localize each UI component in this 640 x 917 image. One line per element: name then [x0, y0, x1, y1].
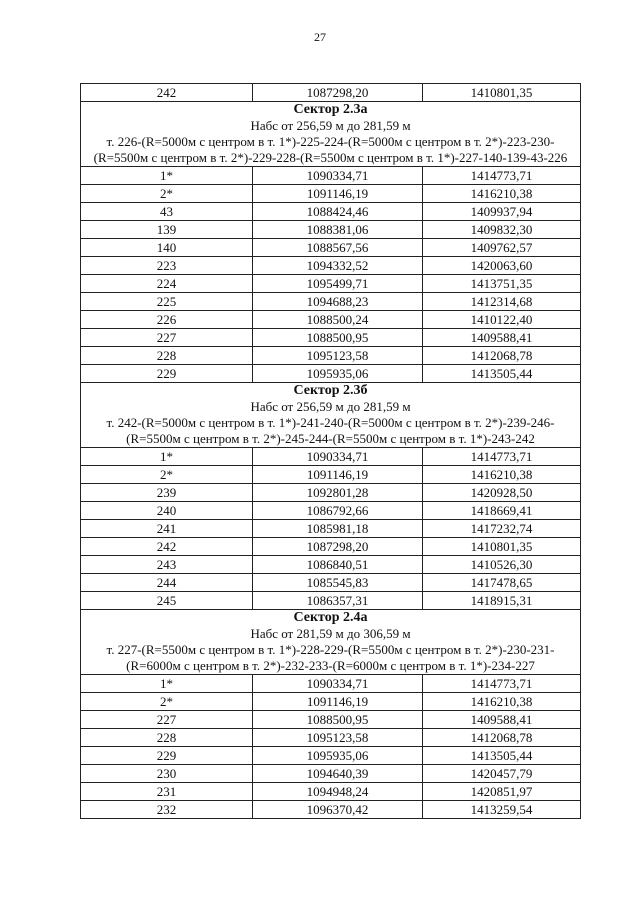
table-row	[81, 311, 581, 329]
x-coordinate-cell: 1088500,95	[253, 329, 423, 347]
x-coordinate-cell: 1088381,06	[253, 221, 423, 239]
table-row	[81, 675, 581, 693]
x-coordinate-cell: 1088500,24	[253, 311, 423, 329]
y-coordinate-cell: 1418669,41	[423, 502, 581, 520]
x-coordinate-cell: 1090334,71	[253, 167, 423, 185]
table-row	[81, 365, 581, 383]
sector-title: Сектор 2.4а	[293, 610, 368, 625]
sector-header-cell	[81, 102, 581, 167]
y-coordinate-cell: 1413259,54	[423, 801, 581, 819]
table-row	[81, 466, 581, 484]
point-number-cell: 139	[81, 221, 253, 239]
point-number-cell: 2*	[81, 185, 253, 203]
table-row	[81, 502, 581, 520]
table-row	[81, 275, 581, 293]
x-coordinate-cell: 1095499,71	[253, 275, 423, 293]
y-coordinate-cell: 1409937,94	[423, 203, 581, 221]
y-coordinate-cell: 1410526,30	[423, 556, 581, 574]
y-coordinate-cell: 1409762,57	[423, 239, 581, 257]
sector-header-cell	[81, 383, 581, 448]
y-coordinate-cell: 1409588,41	[423, 329, 581, 347]
table-row	[81, 538, 581, 556]
x-coordinate-cell: 1086840,51	[253, 556, 423, 574]
y-coordinate-cell: 1414773,71	[423, 167, 581, 185]
x-coordinate-cell: 1088424,46	[253, 203, 423, 221]
y-coordinate-cell: 1413751,35	[423, 275, 581, 293]
x-coordinate-cell: 1090334,71	[253, 675, 423, 693]
point-number-cell: 228	[81, 347, 253, 365]
y-coordinate-cell: 1413505,44	[423, 365, 581, 383]
y-coordinate-cell: 1412314,68	[423, 293, 581, 311]
point-number-cell: 224	[81, 275, 253, 293]
x-coordinate-cell: 1086792,66	[253, 502, 423, 520]
page-number: 27	[314, 30, 326, 44]
y-coordinate-cell: 1416210,38	[423, 466, 581, 484]
sector-height: Набс от 256,59 м до 281,59 м	[250, 399, 411, 414]
table-row	[81, 167, 581, 185]
x-coordinate-cell: 1095935,06	[253, 747, 423, 765]
x-coordinate-cell: 1085545,83	[253, 574, 423, 592]
coordinates-table-body	[81, 84, 581, 819]
y-coordinate-cell: 1417232,74	[423, 520, 581, 538]
point-number-cell: 242	[81, 538, 253, 556]
x-coordinate-cell: 1094640,39	[253, 765, 423, 783]
point-number-cell: 43	[81, 203, 253, 221]
point-number-cell: 231	[81, 783, 253, 801]
point-number-cell: 227	[81, 711, 253, 729]
point-number-cell: 1*	[81, 167, 253, 185]
x-coordinate-cell: 1095935,06	[253, 365, 423, 383]
y-coordinate-cell: 1412068,78	[423, 347, 581, 365]
sector-title: Сектор 2.3а	[293, 102, 368, 117]
y-coordinate-cell: 1413505,44	[423, 747, 581, 765]
table-row	[81, 239, 581, 257]
table-row	[81, 711, 581, 729]
x-coordinate-cell: 1092801,28	[253, 484, 423, 502]
sector-title: Сектор 2.3б	[293, 383, 368, 398]
table-row	[81, 783, 581, 801]
point-number-cell: 228	[81, 729, 253, 747]
table-row	[81, 574, 581, 592]
sector-height: Набс от 281,59 м до 306,59 м	[250, 626, 411, 641]
x-coordinate-cell: 1088500,95	[253, 711, 423, 729]
table-row	[81, 329, 581, 347]
point-number-cell: 1*	[81, 448, 253, 466]
point-number-cell: 2*	[81, 693, 253, 711]
table-row	[81, 203, 581, 221]
point-number-cell: 239	[81, 484, 253, 502]
y-coordinate-cell: 1410801,35	[423, 538, 581, 556]
x-coordinate-cell: 1085981,18	[253, 520, 423, 538]
sector-route: т. 227-(R=5500м с центром в т. 1*)-228-229-(R=5500м с центром в т. 2*)-230-231-(R=6000м с центром в т. 2*)-232-233-(R=6000м с центром в т. 1*)-234-227	[106, 642, 555, 673]
x-coordinate-cell: 1090334,71	[253, 448, 423, 466]
x-coordinate-cell: 1095123,58	[253, 729, 423, 747]
point-number-cell: 140	[81, 239, 253, 257]
x-coordinate-cell: 1094332,52	[253, 257, 423, 275]
y-coordinate-cell: 1416210,38	[423, 185, 581, 203]
y-coordinate-cell: 1417478,65	[423, 574, 581, 592]
point-number-cell: 243	[81, 556, 253, 574]
point-number-cell: 227	[81, 329, 253, 347]
x-coordinate-cell: 1086357,31	[253, 592, 423, 610]
table-row	[81, 84, 581, 102]
table-row	[81, 729, 581, 747]
point-number-cell: 241	[81, 520, 253, 538]
y-coordinate-cell: 1409832,30	[423, 221, 581, 239]
y-coordinate-cell: 1420928,50	[423, 484, 581, 502]
y-coordinate-cell: 1420851,97	[423, 783, 581, 801]
point-number-cell: 229	[81, 365, 253, 383]
point-number-cell: 240	[81, 502, 253, 520]
point-number-cell: 1*	[81, 675, 253, 693]
point-number-cell: 244	[81, 574, 253, 592]
point-number-cell: 245	[81, 592, 253, 610]
y-coordinate-cell: 1420063,60	[423, 257, 581, 275]
y-coordinate-cell: 1409588,41	[423, 711, 581, 729]
point-number-cell: 230	[81, 765, 253, 783]
sector-height: Набс от 256,59 м до 281,59 м	[250, 118, 411, 133]
point-number-cell: 232	[81, 801, 253, 819]
point-number-cell: 2*	[81, 466, 253, 484]
table-row	[81, 801, 581, 819]
table-row	[81, 484, 581, 502]
y-coordinate-cell: 1420457,79	[423, 765, 581, 783]
sector-header-row	[81, 383, 581, 448]
point-number-cell: 229	[81, 747, 253, 765]
table-row	[81, 747, 581, 765]
sector-header-row	[81, 610, 581, 675]
table-row	[81, 693, 581, 711]
x-coordinate-cell: 1096370,42	[253, 801, 423, 819]
y-coordinate-cell: 1410122,40	[423, 311, 581, 329]
y-coordinate-cell: 1412068,78	[423, 729, 581, 747]
table-row	[81, 520, 581, 538]
point-number-cell: 226	[81, 311, 253, 329]
x-coordinate-cell: 1095123,58	[253, 347, 423, 365]
y-coordinate-cell: 1416210,38	[423, 693, 581, 711]
point-number-cell: 223	[81, 257, 253, 275]
table-row	[81, 257, 581, 275]
point-number-cell: 242	[81, 84, 253, 102]
sector-header-cell	[81, 610, 581, 675]
table-row	[81, 448, 581, 466]
x-coordinate-cell: 1087298,20	[253, 84, 423, 102]
x-coordinate-cell: 1094948,24	[253, 783, 423, 801]
y-coordinate-cell: 1410801,35	[423, 84, 581, 102]
table-row	[81, 347, 581, 365]
table-row	[81, 556, 581, 574]
y-coordinate-cell: 1414773,71	[423, 448, 581, 466]
table-row	[81, 221, 581, 239]
point-number-cell: 225	[81, 293, 253, 311]
coordinates-table	[80, 83, 581, 819]
sector-route: т. 242-(R=5000м с центром в т. 1*)-241-240-(R=5000м с центром в т. 2*)-239-246-(R=5500м с центром в т. 2*)-245-244-(R=5500м с центром в т. 1*)-243-242	[106, 415, 555, 446]
x-coordinate-cell: 1087298,20	[253, 538, 423, 556]
x-coordinate-cell: 1091146,19	[253, 185, 423, 203]
x-coordinate-cell: 1091146,19	[253, 693, 423, 711]
table-row	[81, 185, 581, 203]
sector-header-row	[81, 102, 581, 167]
y-coordinate-cell: 1414773,71	[423, 675, 581, 693]
sector-route: т. 226-(R=5000м с центром в т. 1*)-225-224-(R=5000м с центром в т. 2*)-223-230-(R=5500м с центром в т. 2*)-229-228-(R=5500м с центром в т. 1*)-227-140-139-43-226	[93, 134, 568, 165]
x-coordinate-cell: 1088567,56	[253, 239, 423, 257]
x-coordinate-cell: 1091146,19	[253, 466, 423, 484]
x-coordinate-cell: 1094688,23	[253, 293, 423, 311]
table-row	[81, 293, 581, 311]
table-row	[81, 592, 581, 610]
y-coordinate-cell: 1418915,31	[423, 592, 581, 610]
table-row	[81, 765, 581, 783]
